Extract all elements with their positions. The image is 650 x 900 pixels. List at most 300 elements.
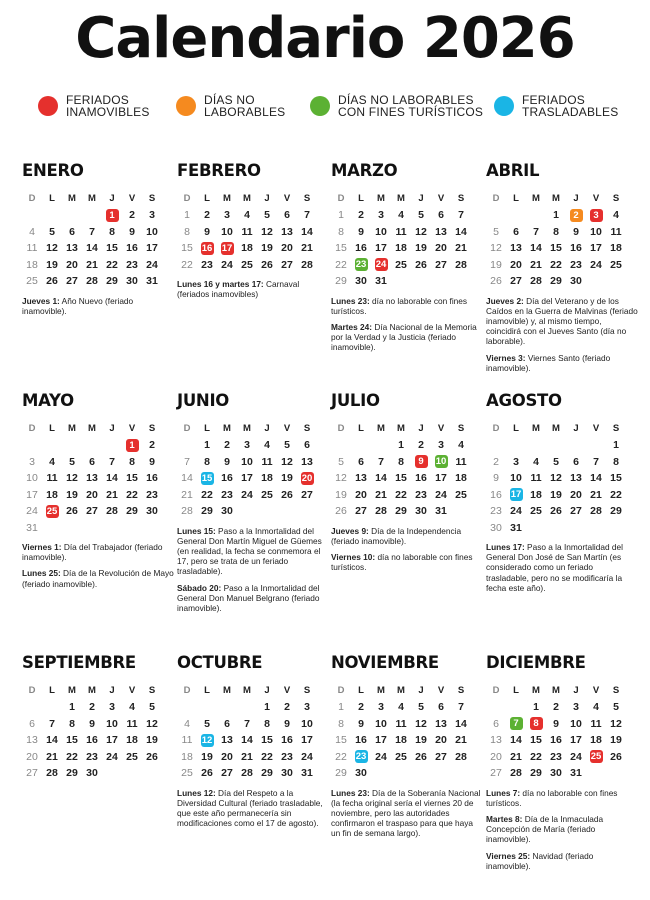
day-cell — [257, 699, 277, 716]
weekday-header: L — [49, 193, 55, 204]
weekday-header: M — [532, 193, 540, 204]
day-cell — [237, 716, 257, 733]
day-cell — [142, 470, 162, 487]
day-cell — [62, 470, 82, 487]
day-cell — [351, 273, 371, 290]
day-cell — [62, 454, 82, 471]
day-cell — [82, 503, 102, 520]
day-cell — [451, 224, 471, 241]
day-cell — [331, 224, 351, 241]
day-cell — [22, 765, 42, 782]
day-number: 5 — [264, 209, 270, 222]
day-number: 17 — [590, 242, 602, 255]
day-cell — [122, 207, 142, 224]
month-grid — [177, 420, 317, 520]
day-cell — [22, 503, 42, 520]
empty-cell — [506, 207, 526, 224]
legend-item-cyan — [494, 94, 618, 118]
day-number: 11 — [395, 225, 407, 238]
weekday-header: M — [68, 423, 76, 434]
day-cell — [546, 454, 566, 471]
day-cell — [606, 487, 626, 504]
empty-cell — [566, 437, 586, 454]
legend-label-line1: DÍAS NO — [204, 93, 255, 107]
day-cell — [257, 732, 277, 749]
holiday-note — [486, 814, 638, 845]
day-number: 25 — [26, 275, 38, 288]
month-notes — [486, 295, 638, 373]
holiday-note — [22, 568, 174, 588]
day-cell — [391, 749, 411, 766]
day-number: 7 — [533, 225, 539, 238]
month-notes — [486, 542, 626, 593]
day-cell — [142, 273, 162, 290]
day-cell — [411, 503, 431, 520]
day-number: 10 — [146, 225, 158, 238]
day-cell — [371, 224, 391, 241]
holiday-day — [197, 240, 217, 257]
day-cell — [411, 699, 431, 716]
day-number: 22 — [66, 750, 78, 763]
day-number: 27 — [301, 488, 313, 501]
day-cell — [526, 257, 546, 274]
holiday-note-date: Viernes 25: — [486, 850, 531, 861]
holiday-note-text: Carnaval (feriados inamovibles) — [177, 279, 300, 300]
day-number: 21 — [181, 488, 193, 501]
day-cell — [102, 454, 122, 471]
empty-cell — [197, 699, 217, 716]
day-cell — [82, 699, 102, 716]
empty-cell — [526, 437, 546, 454]
day-number: 4 — [244, 209, 250, 222]
day-number: 22 — [106, 258, 118, 271]
day-number: 16 — [281, 734, 293, 747]
day-number: 10 — [510, 472, 522, 485]
day-number: 3 — [378, 701, 384, 714]
day-number: 29 — [335, 275, 347, 288]
month-name: ABRIL — [486, 161, 540, 180]
month-name: AGOSTO — [486, 391, 562, 410]
holiday-note — [331, 296, 483, 316]
day-cell — [62, 240, 82, 257]
day-number: 12 — [66, 472, 78, 485]
day-cell — [606, 240, 626, 257]
day-cell — [177, 503, 197, 520]
day-number: 31 — [26, 521, 38, 534]
weekday-header: M — [68, 193, 76, 204]
day-number: 15 — [106, 242, 118, 255]
day-number: 3 — [378, 209, 384, 222]
holiday-note-text: día no laborable con fines turísticos. — [486, 787, 618, 808]
day-cell — [451, 749, 471, 766]
day-number: 22 — [181, 258, 193, 271]
day-cell — [431, 240, 451, 257]
day-number: 10 — [301, 717, 313, 730]
day-number: 26 — [66, 505, 78, 518]
day-cell — [566, 749, 586, 766]
day-number: 11 — [395, 717, 407, 730]
weekday-header: D — [492, 423, 500, 434]
day-number: 31 — [301, 767, 313, 780]
day-cell — [331, 749, 351, 766]
day-cell — [197, 749, 217, 766]
month-notes — [177, 525, 322, 614]
day-number: 16 — [146, 472, 158, 485]
weekday-header: S — [457, 423, 465, 434]
day-cell — [42, 273, 62, 290]
day-number: 3 — [29, 455, 35, 468]
day-number: 19 — [490, 258, 502, 271]
day-cell — [42, 470, 62, 487]
holiday-note — [177, 583, 329, 614]
day-cell — [62, 732, 82, 749]
day-number: 13 — [490, 734, 502, 747]
weekday-header: M — [223, 193, 231, 204]
weekday-header: D — [337, 685, 345, 696]
day-number: 3 — [224, 209, 230, 222]
day-number: 4 — [398, 701, 404, 714]
month-agosto — [486, 390, 626, 599]
month-grid — [331, 420, 471, 520]
day-cell — [177, 487, 197, 504]
month-abril — [486, 160, 638, 379]
day-number: 18 — [261, 472, 273, 485]
empty-cell — [42, 437, 62, 454]
day-cell — [102, 470, 122, 487]
day-cell — [411, 487, 431, 504]
day-number: 26 — [490, 275, 502, 288]
holiday-note-date: Sábado 20: — [177, 582, 222, 593]
day-cell — [177, 240, 197, 257]
day-number: 3 — [513, 455, 519, 468]
month-grid — [22, 420, 162, 536]
day-cell — [102, 732, 122, 749]
day-number: 19 — [201, 750, 213, 763]
day-number: 19 — [281, 472, 293, 485]
month-grid — [22, 682, 162, 782]
day-number: 19 — [261, 242, 273, 255]
month-name: MAYO — [22, 391, 74, 410]
day-cell — [62, 716, 82, 733]
month-notes — [22, 542, 174, 589]
weekday-header: J — [418, 193, 424, 204]
day-number: 24 — [301, 750, 313, 763]
day-number: 2 — [149, 439, 155, 452]
day-number: 21 — [46, 750, 58, 763]
day-cell — [297, 257, 317, 274]
day-cell — [451, 699, 471, 716]
day-number: 30 — [355, 275, 367, 288]
month-noviembre — [331, 652, 481, 845]
day-number: 16 — [550, 734, 562, 747]
day-number: 9 — [89, 717, 95, 730]
weekday-header: D — [337, 193, 345, 204]
day-number: 16 — [126, 242, 138, 255]
day-cell — [606, 503, 626, 520]
day-cell — [506, 470, 526, 487]
weekday-header: V — [283, 423, 291, 434]
month-name: ENERO — [22, 161, 84, 180]
empty-cell — [237, 699, 257, 716]
day-cell — [351, 716, 371, 733]
day-number: 23 — [281, 750, 293, 763]
day-cell — [506, 765, 526, 782]
day-cell — [177, 470, 197, 487]
day-cell — [82, 257, 102, 274]
day-number: 18 — [181, 750, 193, 763]
day-number: 17 — [435, 472, 447, 485]
day-cell — [102, 749, 122, 766]
month-grid — [486, 682, 626, 782]
day-number: 10 — [375, 717, 387, 730]
day-cell — [237, 765, 257, 782]
day-number: 14 — [241, 734, 253, 747]
day-number: 9 — [204, 225, 210, 238]
day-number: 17 — [375, 242, 387, 255]
legend — [0, 94, 650, 124]
holiday-day — [526, 716, 546, 733]
day-cell — [606, 224, 626, 241]
weekday-header: D — [28, 685, 36, 696]
day-number: 1 — [69, 701, 75, 714]
day-number: 23 — [201, 258, 213, 271]
weekday-header: M — [552, 423, 560, 434]
holiday-note-text: Viernes Santo (feriado inamovible). — [486, 352, 611, 373]
day-number: 8 — [129, 455, 135, 468]
holiday-day — [297, 470, 317, 487]
day-number: 25 — [126, 750, 138, 763]
day-number: 15 — [395, 472, 407, 485]
holiday-day — [351, 749, 371, 766]
day-cell — [331, 765, 351, 782]
day-number: 23 — [126, 258, 138, 271]
day-cell — [451, 257, 471, 274]
day-cell — [62, 257, 82, 274]
weekday-header: D — [492, 685, 500, 696]
day-cell — [22, 749, 42, 766]
weekday-header: M — [68, 685, 76, 696]
day-number: 27 — [570, 505, 582, 518]
day-cell — [506, 503, 526, 520]
day-number: 15 — [201, 472, 213, 484]
day-number: 13 — [510, 242, 522, 255]
day-number: 29 — [335, 767, 347, 780]
day-number: 14 — [510, 734, 522, 747]
weekday-header: V — [283, 685, 291, 696]
month-grid — [331, 190, 471, 290]
day-number: 9 — [415, 455, 428, 468]
day-cell — [546, 224, 566, 241]
day-number: 20 — [221, 750, 233, 763]
day-cell — [122, 454, 142, 471]
day-cell — [486, 273, 506, 290]
holiday-note-text: Día de la Independencia (feriado inamovible). — [331, 525, 462, 546]
day-cell — [411, 224, 431, 241]
month-notes — [331, 295, 477, 353]
day-cell — [506, 273, 526, 290]
day-number: 15 — [530, 734, 542, 747]
weekday-header: J — [264, 423, 270, 434]
holiday-day — [506, 487, 526, 504]
day-cell — [351, 503, 371, 520]
day-number: 16 — [201, 242, 213, 254]
weekday-header: J — [109, 423, 115, 434]
day-cell — [257, 454, 277, 471]
day-number: 21 — [455, 242, 467, 255]
day-number: 20 — [490, 750, 502, 763]
day-cell — [566, 716, 586, 733]
day-cell — [486, 749, 506, 766]
weekday-header: J — [573, 193, 579, 204]
day-number: 7 — [184, 455, 190, 468]
day-cell — [42, 765, 62, 782]
day-number: 12 — [46, 242, 58, 255]
day-number: 16 — [490, 488, 502, 501]
legend-label-line1: FERIADOS — [66, 93, 129, 107]
day-cell — [197, 257, 217, 274]
day-cell — [566, 240, 586, 257]
day-cell — [237, 257, 257, 274]
holiday-day — [506, 716, 526, 733]
day-cell — [606, 257, 626, 274]
weekday-header: V — [592, 423, 600, 434]
day-cell — [371, 240, 391, 257]
orange-dot-icon — [176, 96, 196, 116]
day-number: 14 — [86, 242, 98, 255]
holiday-note-text: Paso a la Inmortalidad del General Don Martín Miguel de Güemes (en realidad, la fecha se conmemora el 17, pero se trata de un feriado trasladable). — [177, 525, 322, 577]
day-number: 15 — [335, 242, 347, 255]
holiday-note-date: Viernes 3: — [486, 352, 526, 363]
day-cell — [371, 487, 391, 504]
empty-cell — [22, 207, 42, 224]
day-cell — [22, 224, 42, 241]
day-cell — [586, 240, 606, 257]
day-number: 9 — [149, 455, 155, 468]
day-number: 3 — [573, 701, 579, 714]
holiday-note — [331, 552, 483, 572]
day-number: 26 — [201, 767, 213, 780]
holiday-note-text: Día de la Revolución de Mayo (feriado inamovible). — [22, 568, 174, 589]
day-number: 18 — [395, 242, 407, 255]
day-number: 29 — [201, 505, 213, 518]
holiday-note-date: Lunes 23: — [331, 295, 370, 306]
day-number: 1 — [126, 439, 139, 452]
weekday-header: J — [264, 685, 270, 696]
holiday-day — [586, 207, 606, 224]
day-number: 29 — [610, 505, 622, 518]
day-number: 28 — [375, 505, 387, 518]
day-number: 18 — [590, 734, 602, 747]
holiday-note-text: Año Nuevo (feriado inamovible). — [22, 295, 134, 316]
holiday-note-text: día no laborable con fines turísticos. — [331, 551, 473, 573]
day-cell — [277, 257, 297, 274]
cyan-dot-icon — [494, 96, 514, 116]
day-cell — [391, 732, 411, 749]
day-number: 19 — [610, 734, 622, 747]
day-number: 27 — [66, 275, 78, 288]
month-grid — [177, 682, 317, 782]
day-cell — [526, 699, 546, 716]
day-number: 23 — [146, 488, 158, 501]
day-number: 24 — [375, 259, 387, 271]
day-cell — [546, 207, 566, 224]
day-number: 29 — [106, 275, 118, 288]
day-cell — [391, 207, 411, 224]
day-number: 26 — [550, 505, 562, 518]
day-cell — [277, 749, 297, 766]
day-number: 18 — [126, 734, 138, 747]
holiday-note — [486, 353, 638, 373]
day-number: 10 — [590, 225, 602, 238]
day-number: 20 — [66, 258, 78, 271]
day-number: 9 — [358, 717, 364, 730]
day-number: 9 — [284, 717, 290, 730]
day-number: 3 — [109, 701, 115, 714]
day-cell — [197, 716, 217, 733]
day-cell — [42, 487, 62, 504]
day-cell — [122, 716, 142, 733]
month-enero — [22, 160, 162, 322]
day-number: 6 — [438, 209, 444, 222]
weekday-header: M — [223, 685, 231, 696]
day-cell — [331, 470, 351, 487]
day-cell — [122, 257, 142, 274]
day-number: 30 — [355, 767, 367, 780]
day-number: 21 — [510, 750, 522, 763]
empty-cell — [506, 437, 526, 454]
day-number: 13 — [355, 472, 367, 485]
day-number: 17 — [375, 734, 387, 747]
day-cell — [566, 257, 586, 274]
day-cell — [371, 699, 391, 716]
empty-cell — [177, 437, 197, 454]
day-cell — [257, 207, 277, 224]
day-number: 24 — [106, 750, 118, 763]
day-number: 30 — [570, 275, 582, 288]
empty-cell — [486, 207, 506, 224]
weekday-header: V — [128, 685, 136, 696]
empty-cell — [22, 437, 42, 454]
day-number: 20 — [355, 488, 367, 501]
day-cell — [411, 716, 431, 733]
day-cell — [391, 257, 411, 274]
day-number: 15 — [261, 734, 273, 747]
day-number: 28 — [46, 767, 58, 780]
day-cell — [82, 224, 102, 241]
day-number: 15 — [610, 472, 622, 485]
day-cell — [391, 487, 411, 504]
holiday-note — [177, 279, 329, 299]
month-name: DICIEMBRE — [486, 653, 586, 672]
day-number: 1 — [613, 439, 619, 452]
day-number: 17 — [221, 242, 233, 254]
day-cell — [566, 487, 586, 504]
day-cell — [177, 224, 197, 241]
day-cell — [217, 454, 237, 471]
day-number: 26 — [281, 488, 293, 501]
day-cell — [431, 257, 451, 274]
day-cell — [197, 437, 217, 454]
day-cell — [297, 487, 317, 504]
empty-cell — [22, 699, 42, 716]
day-number: 5 — [418, 701, 424, 714]
day-number: 24 — [510, 505, 522, 518]
month-febrero — [177, 160, 317, 305]
day-number: 25 — [395, 258, 407, 271]
day-cell — [277, 207, 297, 224]
day-number: 21 — [86, 258, 98, 271]
holiday-note-date: Lunes 15: — [177, 525, 216, 536]
